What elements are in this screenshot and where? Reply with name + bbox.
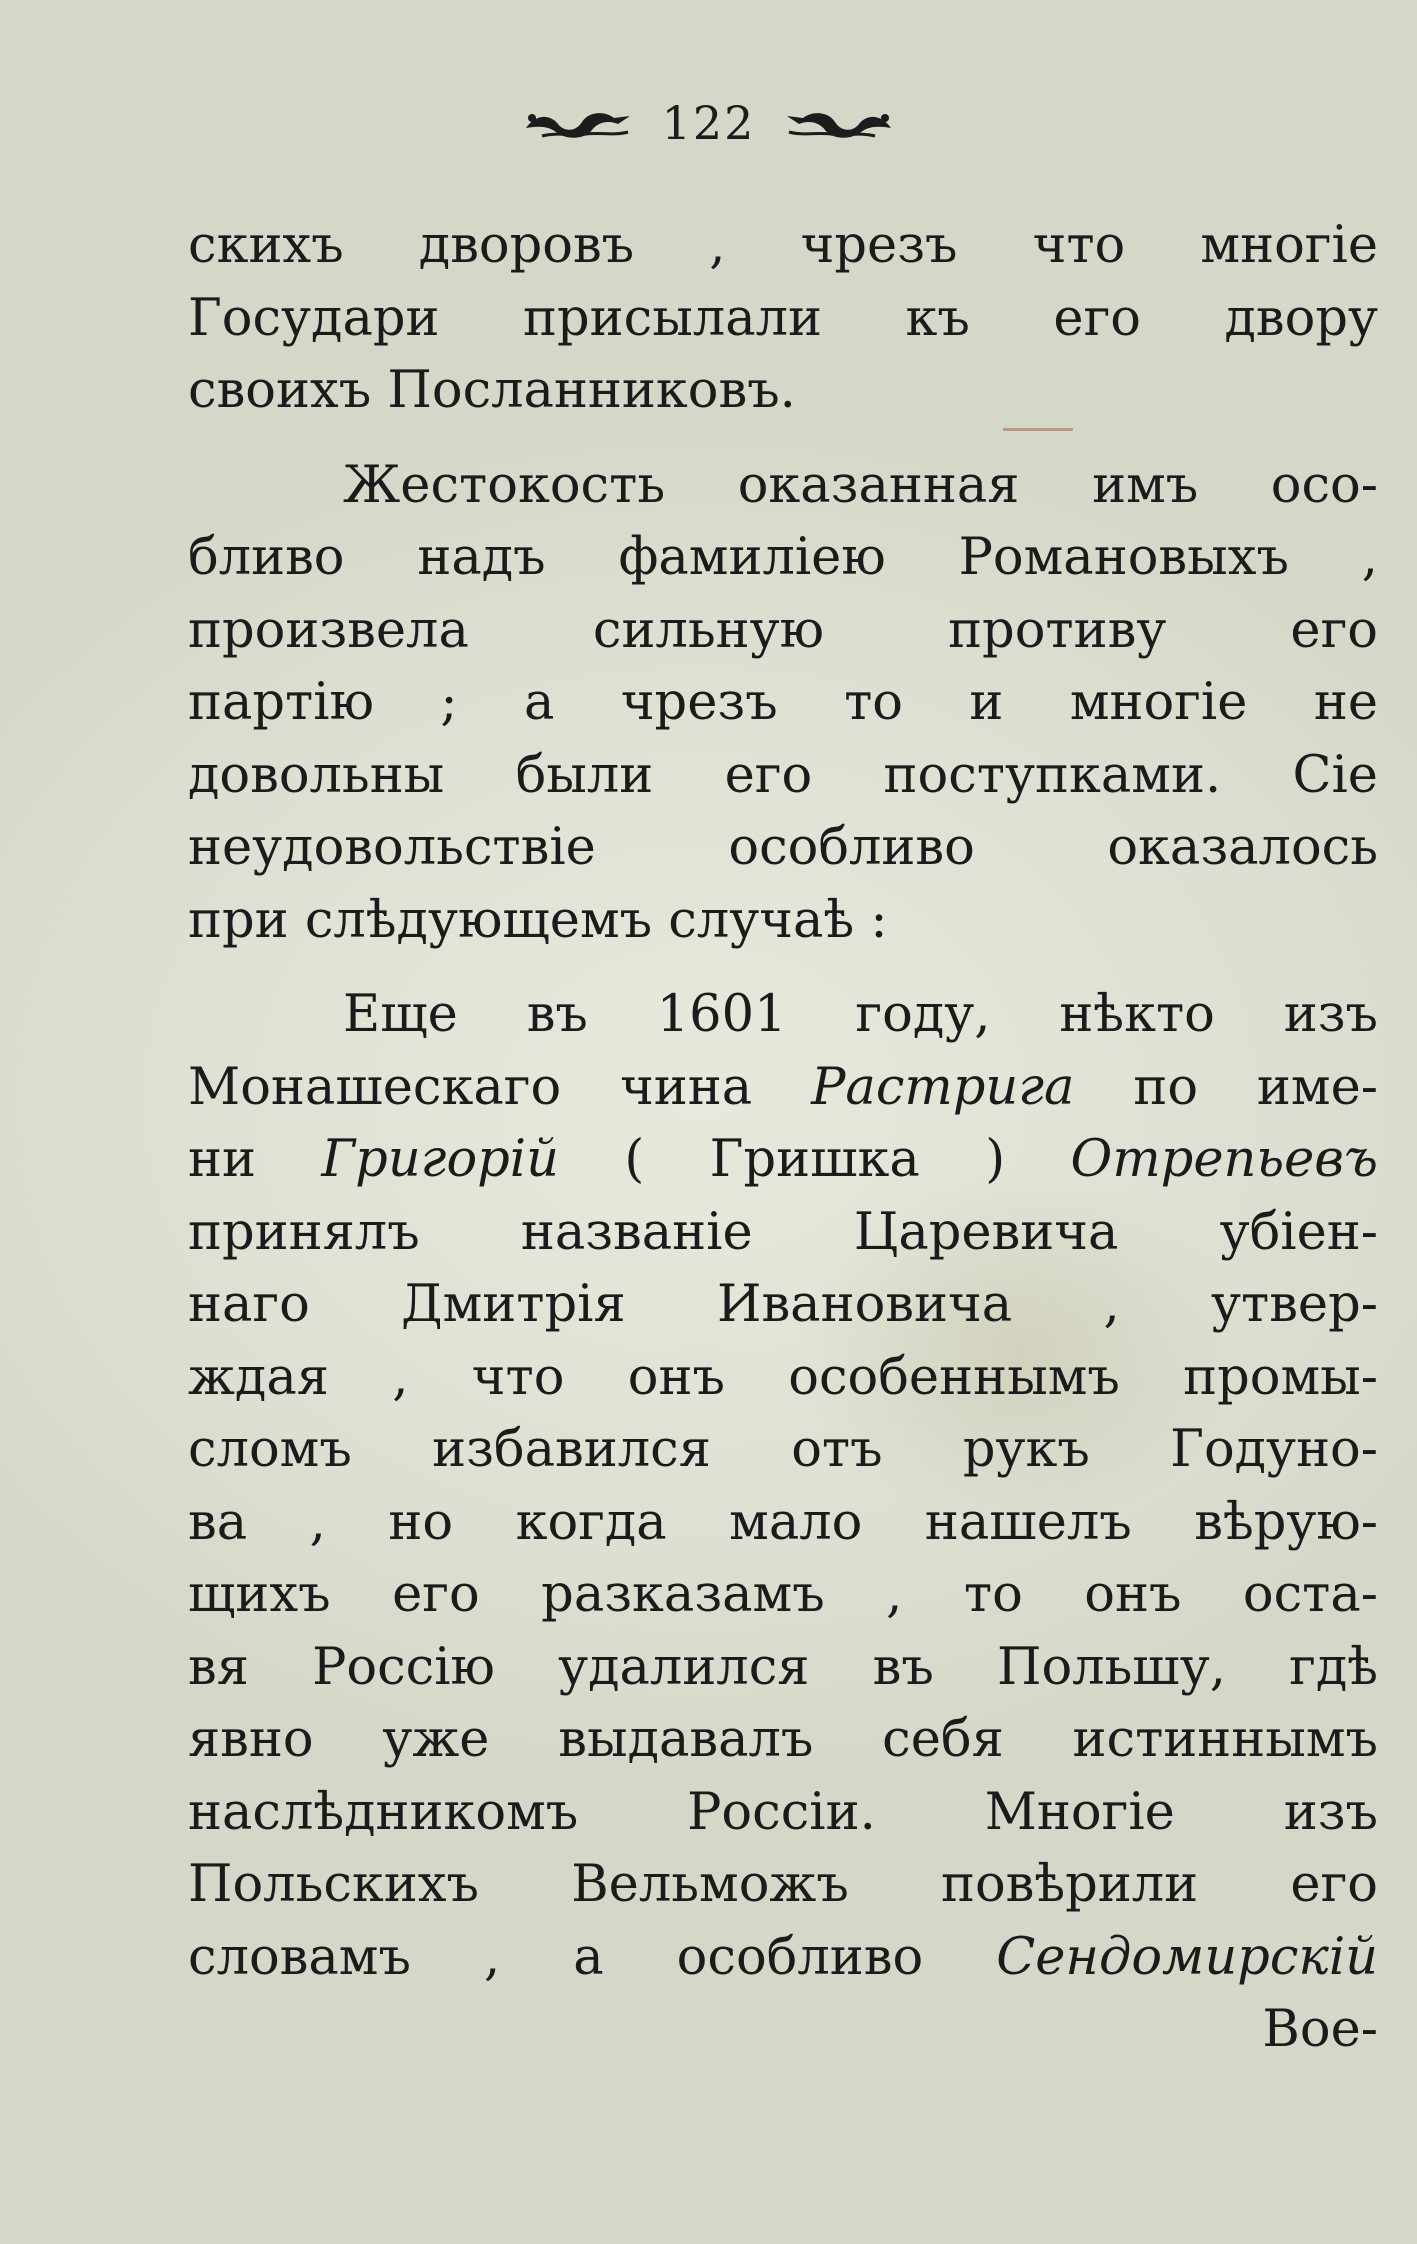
page-number: 122	[661, 96, 756, 150]
scroll-ornament-left-icon	[522, 102, 634, 144]
text-line: наслѣдникомъ Россiи. Многiе изъ	[188, 1782, 1378, 1842]
italic-name: Сендомирскiй	[996, 1927, 1378, 1987]
text-line: Жестокость оказанная имъ осо-	[343, 455, 1378, 515]
paragraph-1	[188, 210, 1378, 428]
text-line: при слѣдующемъ случаѣ :	[188, 890, 888, 950]
text-line: ва , но когда мало нашелъ вѣрую-	[188, 1492, 1378, 1552]
text-line	[188, 1922, 1378, 1995]
text-line: неудовольствiе особливо оказалось	[188, 818, 1378, 877]
text-segment: по име-	[1074, 1057, 1378, 1117]
text-line: довольны были его поступками. Сiе	[188, 745, 1378, 805]
text-line: бливо надъ фамилiею Романовыхъ ,	[188, 528, 1378, 587]
text-line: Государи присылали къ его двору	[188, 288, 1378, 348]
text-line: Польскихъ Вельможъ повѣрили его	[188, 1855, 1378, 1914]
text-line: скихъ дворовъ , чрезъ что многiе	[188, 216, 1378, 275]
text-line	[188, 1052, 1378, 1125]
text-line: сломъ избавился отъ рукъ Годуно-	[188, 1420, 1378, 1479]
text-line: своихъ Посланниковъ.	[188, 361, 796, 420]
paragraph-2	[188, 450, 1378, 958]
text-segment: ( Гришка )	[558, 1130, 1071, 1189]
text-line: вя Россiю удалился въ Польшу, гдѣ	[188, 1637, 1378, 1697]
page-header	[0, 88, 1417, 158]
scroll-ornament-right-icon	[783, 102, 895, 144]
text-line: партiю ; а чрезъ то и многiе не	[188, 673, 1378, 732]
text-line: наго Дмитрiя Ивановича , утвер-	[188, 1275, 1378, 1334]
body-text	[188, 210, 1378, 2067]
text-segment: словамъ , а особливо	[188, 1927, 997, 1987]
text-line: произвела сильную противу его	[188, 600, 1378, 660]
catchword: Вое-	[1262, 2000, 1378, 2059]
text-segment: ни	[188, 1130, 322, 1189]
text-line: явно уже выдавалъ себя истиннымъ	[188, 1710, 1378, 1769]
text-line: ждая , что онъ особеннымъ промы-	[188, 1347, 1378, 1407]
text-line: принялъ названiе Царевича убiен-	[188, 1202, 1378, 1262]
italic-name: Растрига	[811, 1057, 1075, 1117]
text-line	[188, 1124, 1378, 1197]
italic-name: Григорiй	[321, 1130, 559, 1189]
text-segment: Монашескаго чина	[188, 1057, 812, 1117]
text-line: щихъ его разказамъ , то онъ оста-	[188, 1565, 1378, 1624]
italic-name: Отрепьевъ	[1070, 1130, 1378, 1189]
text-line: Еще въ 1601 году, нѣкто изъ	[343, 985, 1378, 1044]
paragraph-3	[188, 979, 1378, 2067]
